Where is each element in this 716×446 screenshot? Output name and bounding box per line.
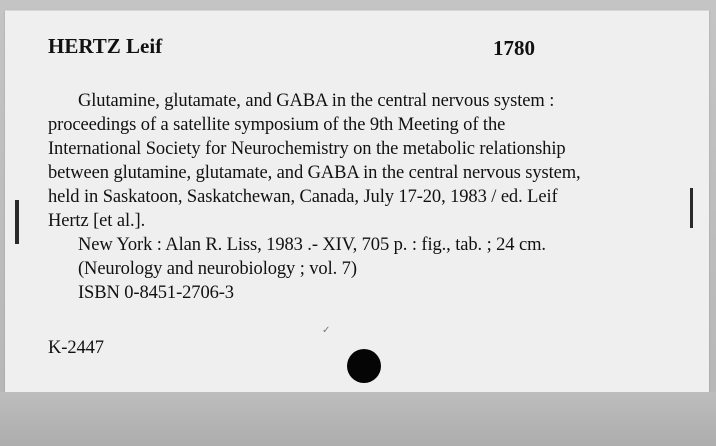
- right-margin-mark: [690, 188, 693, 228]
- scan-background-band: [0, 392, 716, 446]
- author-heading: HERTZ Leif: [48, 34, 163, 58]
- body-line-5: held in Saskatoon, Saskatchewan, Canada, July 17-20, 1983 / ed. Leif: [48, 187, 558, 207]
- body-line-4: between glutamine, glutamate, and GABA in the central nervous system,: [48, 163, 581, 183]
- series-line: (Neurology and neurobiology ; vol. 7): [78, 259, 357, 279]
- body-line-2: proceedings of a satellite symposium of the 9th Meeting of the: [48, 115, 506, 135]
- punch-hole: [347, 349, 381, 383]
- body-line-6: Hertz [et al.].: [48, 211, 146, 231]
- left-margin-mark: [15, 200, 19, 244]
- isbn-line: ISBN 0-8451-2706-3: [78, 283, 234, 303]
- body-line-1: Glutamine, glutamate, and GABA in the central nervous system :: [78, 91, 555, 111]
- scan-speck: ✓: [322, 325, 331, 336]
- publication-line: New York : Alan R. Liss, 1983 .- XIV, 705 p. : fig., tab. ; 24 cm.: [78, 235, 546, 255]
- year-heading: 1780: [493, 36, 535, 60]
- call-number: K-2447: [48, 338, 104, 358]
- body-line-3: International Society for Neurochemistry on the metabolic relationship: [48, 139, 566, 159]
